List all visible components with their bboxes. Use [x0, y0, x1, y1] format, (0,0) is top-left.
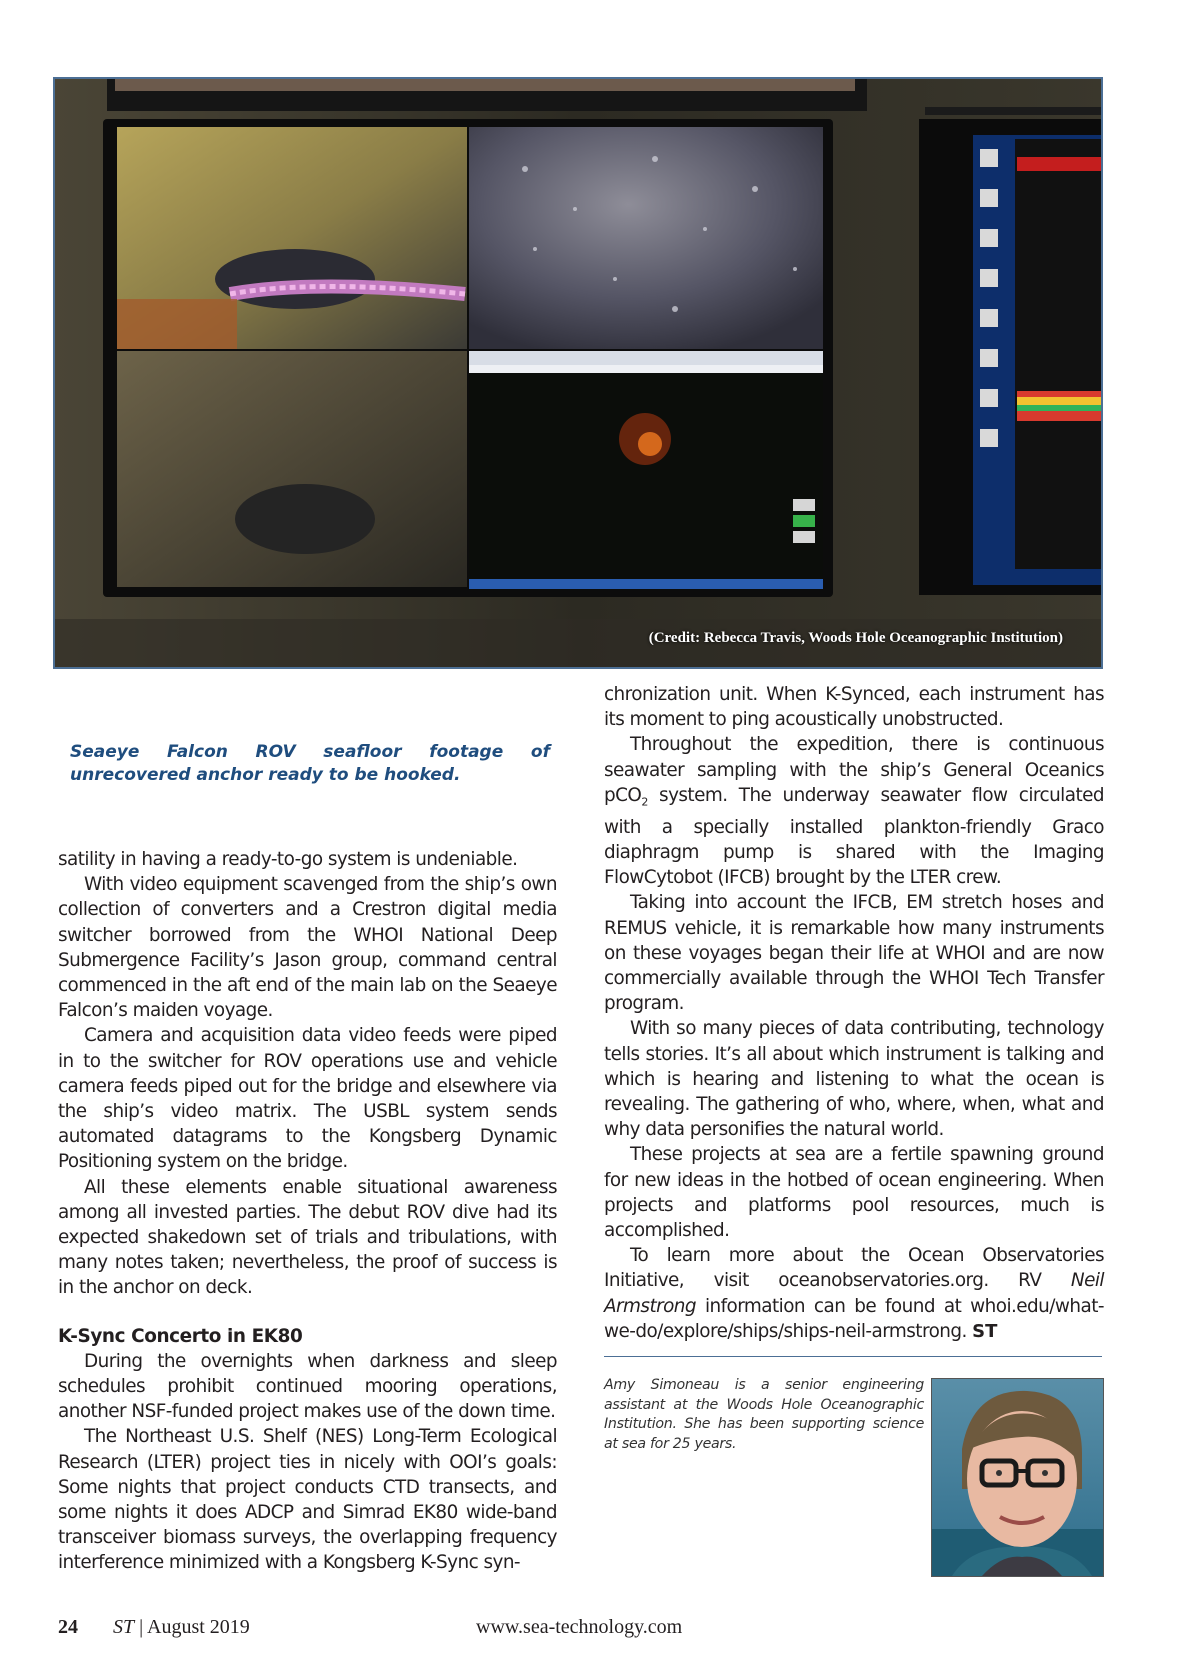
section-heading: K-Sync Concerto in EK80 [58, 1325, 303, 1347]
bio-divider [604, 1356, 1102, 1357]
text-span: information can be found at whoi.edu/what-we-do/explore/ships/ships-neil-armstrong. [604, 1295, 1104, 1342]
rov-monitor-photo [53, 77, 1103, 669]
paragraph: Camera and acquisition data video feeds were piped in to the switcher for ROV operations use and vehicle camera feeds piped out for the bridge and elsewhere via the ship’s video matrix. The USBL system sends automated datagrams to the Kongsberg Dynamic Positioning system on the bridge. [58, 1025, 557, 1173]
photo-credit: (Credit: Rebecca Travis, Woods Hole Oceanographic Institution) [648, 630, 1063, 646]
paragraph: chronization unit. When K-Synced, each instrument has its moment to ping acoustically unobstructed. [604, 684, 1104, 731]
paragraph: All these elements enable situational awareness among all invested parties. The debut ROV dive had its expected shakedown set of trials and tribulations, with many notes taken; nevertheless, the proof of success is in the anchor on deck. [58, 1176, 557, 1299]
portrait-illustration [932, 1379, 1103, 1576]
paragraph [604, 1243, 1104, 1344]
paragraph: With so many pieces of data contributing, technology tells stories. It’s all about which instrument is talking and which is hearing and listening to what the ocean is revealing. The gathering of who, where, when, what and why data personifies the natural world. [604, 1018, 1104, 1141]
photo-illustration [55, 79, 1103, 669]
magazine-name: ST [113, 1616, 135, 1638]
paragraph: During the overnights when darkness and sleep schedules prohibit continued mooring operations, another NSF-funded project makes use of the down time. [58, 1350, 557, 1423]
author-bio: Amy Simoneau is a senior engineering assistant at the Woods Hole Oceanographic Institution. She has been supporting science at sea for 25 years. [604, 1377, 924, 1452]
photo-caption: Seaeye Falcon ROV seafloor footage of unrecovered anchor ready to be hooked. [70, 742, 550, 785]
ship-name: Neil Armstrong [604, 1270, 1104, 1317]
text-span: system. The underway seawater flow circulated with a specially installed plankton-friendly Graco diaphragm pump is shared with the Imaging FlowCytobot (IFCB) brought by the LTER crew. [604, 784, 1104, 889]
paragraph: With video equipment scavenged from the ship’s own collection of converters and a Crestron digital media switcher borrowed from the WHOI National Deep Submergence Facility’s Jason group, command central commenced in the aft end of the main lab on the Seaeye Falcon’s maiden voyage. [58, 874, 557, 1022]
issue-info [113, 1616, 250, 1639]
right-column [604, 682, 1104, 1344]
text-span: Throughout the expedition, there is continuous seawater sampling with the ship’s General Oceanics pCO [604, 734, 1104, 806]
issue-date: | August 2019 [139, 1616, 250, 1638]
website-url: www.sea-technology.com [476, 1616, 683, 1638]
paragraph: Taking into account the IFCB, EM stretch hoses and REMUS vehicle, it is remarkable how many instruments on these voyages began their life at WHOI and are now commercially available through the WHOI Tech Transfer program. [604, 892, 1104, 1015]
page-number: 24 [58, 1616, 78, 1638]
end-mark: ST [972, 1320, 998, 1342]
paragraph: The Northeast U.S. Shelf (NES) Long-Term Ecological Research (LTER) project ties in nicely with OOI’s goals: Some nights that project conducts CTD transects, and some nights it does ADCP and Simrad EK80 wide-band transceiver biomass surveys, the overlapping frequency interference minimized with a Kongsberg K-Sync syn- [58, 1426, 557, 1574]
author-portrait [931, 1378, 1104, 1577]
paragraph [604, 732, 1104, 890]
subscript: 2 [641, 795, 648, 809]
left-column [58, 847, 557, 1576]
paragraph: satility in having a ready-to-go system is undeniable. [58, 849, 518, 870]
paragraph: These projects at sea are a fertile spawning ground for new ideas in the hotbed of ocean engineering. When projects and platforms pool resources, much is accomplished. [604, 1144, 1104, 1241]
text-span: To learn more about the Ocean Observatories Initiative, visit oceanobservatories.org. RV [604, 1245, 1104, 1292]
